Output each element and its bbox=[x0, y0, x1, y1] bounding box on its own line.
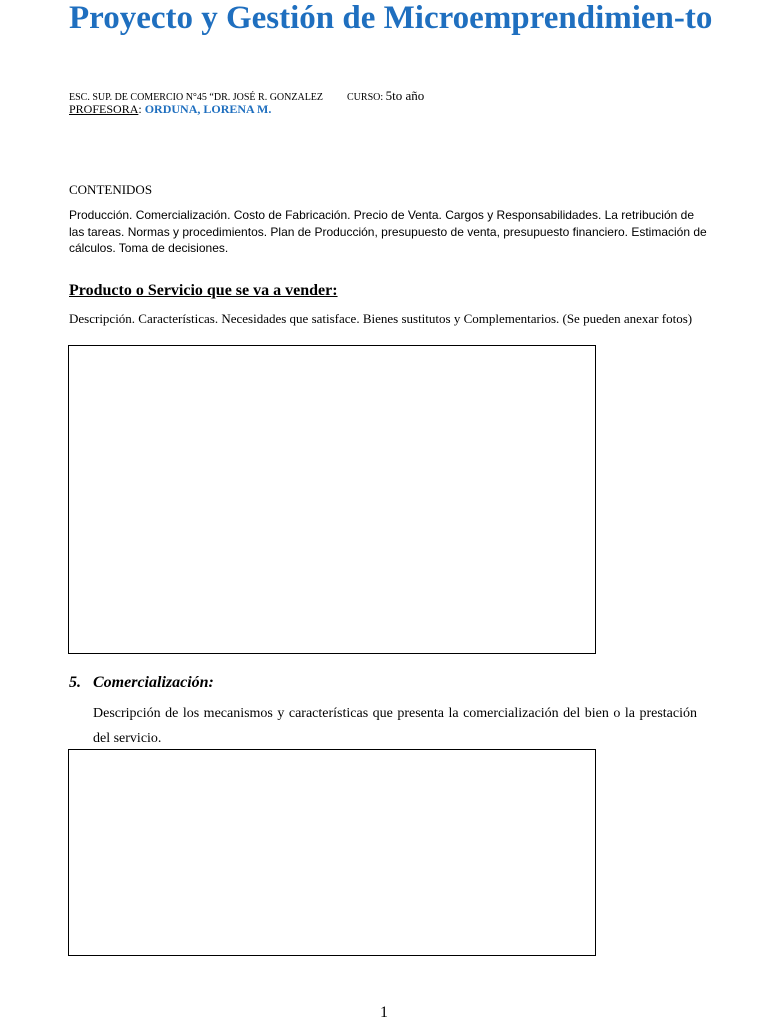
producto-heading: Producto o Servicio que se va a vender: bbox=[69, 282, 338, 299]
profesora-name: ORDUNA, LORENA M. bbox=[144, 102, 272, 116]
document-title-text: Proyecto y Gestión de Microemprendimien-to bbox=[69, 0, 713, 36]
curso-label: CURSO: bbox=[347, 92, 384, 103]
producto-description: Descripción. Características. Necesidades que satisface. Bienes sustitutos y Complementarios. (Se pueden anexar fotos) bbox=[69, 311, 693, 326]
profesora-label: PROFESORA bbox=[69, 102, 139, 116]
producto-answer-box[interactable] bbox=[68, 345, 596, 654]
page-number: 1 bbox=[380, 1004, 388, 1021]
section-number: 5. bbox=[69, 674, 81, 691]
contenidos-heading: CONTENIDOS bbox=[69, 182, 153, 197]
comercializacion-answer-box[interactable] bbox=[68, 749, 596, 956]
profesora-line bbox=[69, 102, 271, 117]
contenidos-body: Producción. Comercialización. Costo de Fabricación. Precio de Venta. Cargos y Responsabilidades. La retribución de las tareas. Normas y procedimientos. Plan de Producción, presupuesto de venta, presupuesto financiero. Estimación de cálculos. Toma de decisiones. bbox=[69, 208, 707, 255]
comercializacion-heading-text: Comercialización: bbox=[93, 674, 214, 691]
profesora-separator: : bbox=[138, 102, 142, 116]
school-name: ESC. SUP. DE COMERCIO N°45 “DR. JOSÉ R. GONZALEZ bbox=[69, 92, 324, 103]
comercializacion-description: Descripción de los mecanismos y características que presenta la comercialización del bien o la prestación del servicio. bbox=[93, 706, 697, 746]
comercializacion-heading bbox=[69, 674, 214, 692]
curso-value: 5to año bbox=[385, 88, 425, 103]
document-title bbox=[69, 0, 749, 37]
